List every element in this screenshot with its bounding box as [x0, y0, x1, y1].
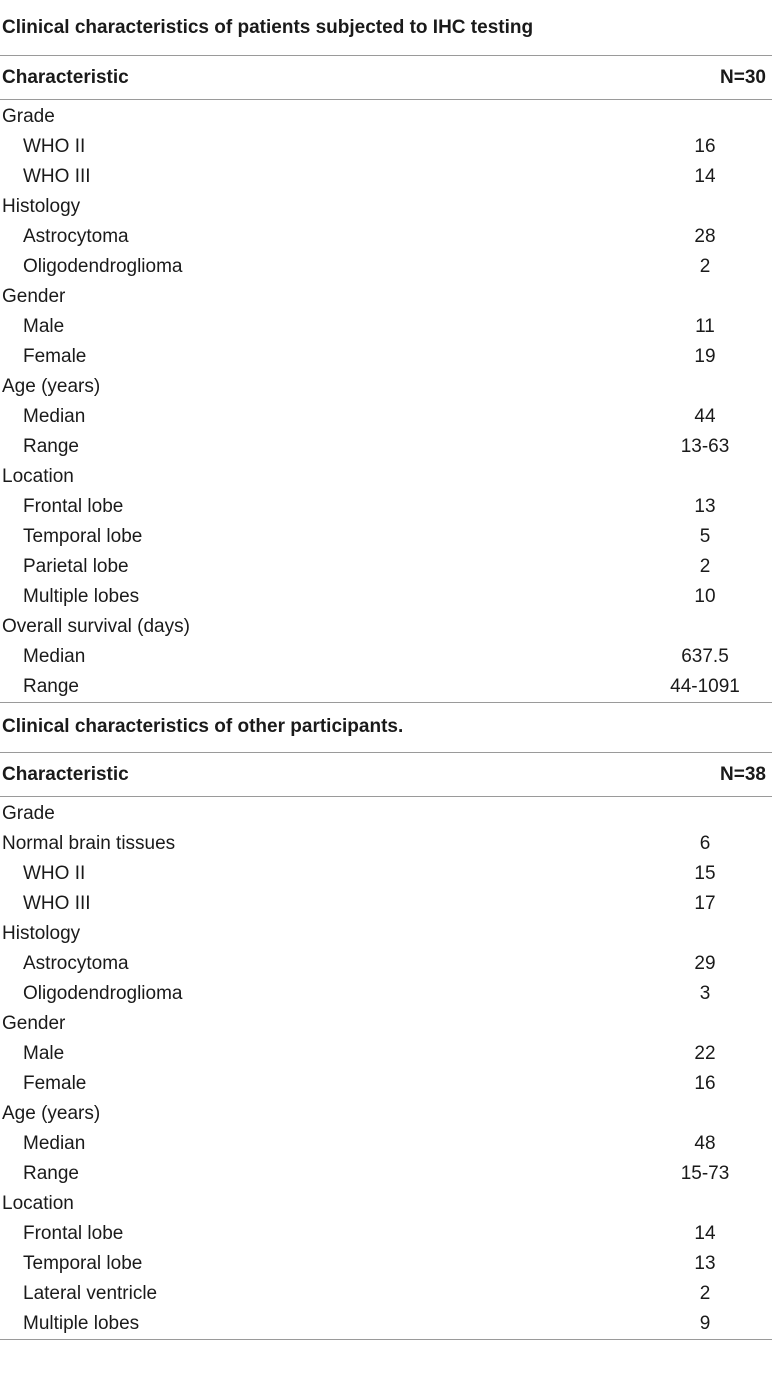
table-header-row	[0, 56, 772, 100]
row-label: Temporal lobe	[23, 1253, 143, 1274]
row-value: 2	[699, 556, 711, 577]
row-value: 10	[694, 586, 716, 607]
table-row	[0, 799, 772, 829]
row-value: 9	[699, 1313, 711, 1334]
row-value: 44-1091	[670, 676, 740, 697]
table-row	[0, 582, 772, 612]
table-row	[0, 1069, 772, 1099]
table-row	[0, 132, 772, 162]
table-row	[0, 1249, 772, 1279]
row-label: Multiple lobes	[23, 586, 140, 607]
row-label: Oligodendroglioma	[23, 256, 183, 277]
row-value: 44	[694, 406, 716, 427]
table-row	[0, 222, 772, 252]
row-value: 17	[694, 893, 716, 914]
row-label: Median	[23, 1133, 86, 1154]
row-label: Multiple lobes	[23, 1313, 140, 1334]
table-row	[0, 1039, 772, 1069]
row-value: 16	[694, 136, 716, 157]
table-caption: Clinical characteristics of other participants.	[0, 703, 772, 753]
table-header-row	[0, 753, 772, 797]
row-value: 6	[699, 833, 711, 854]
row-value: 13	[694, 496, 716, 517]
row-label: Median	[23, 646, 86, 667]
row-label: Location	[2, 466, 74, 487]
row-label: Temporal lobe	[23, 526, 143, 547]
row-value: 22	[694, 1043, 716, 1064]
row-label: Gender	[2, 1013, 66, 1034]
table-row	[0, 672, 772, 702]
row-value: 2	[699, 256, 711, 277]
row-label: Range	[23, 1163, 79, 1184]
row-label: Astrocytoma	[23, 953, 129, 974]
row-value: 16	[694, 1073, 716, 1094]
row-label: WHO II	[23, 136, 86, 157]
table-row	[0, 859, 772, 889]
row-value: 48	[694, 1133, 716, 1154]
row-label: Normal brain tissues	[2, 833, 176, 854]
row-label: Overall survival (days)	[2, 616, 190, 637]
row-value: 5	[699, 526, 711, 547]
row-label: Male	[23, 1043, 65, 1064]
row-label: Range	[23, 676, 79, 697]
table-row	[0, 1159, 772, 1189]
row-label: Frontal lobe	[23, 1223, 124, 1244]
table-row	[0, 1279, 772, 1309]
table-row	[0, 1189, 772, 1219]
row-value: 13-63	[680, 436, 730, 457]
table-body	[0, 100, 772, 703]
table-other-participants	[0, 703, 772, 1340]
table-row	[0, 342, 772, 372]
table-row	[0, 282, 772, 312]
table-row	[0, 612, 772, 642]
table-row	[0, 252, 772, 282]
header-characteristic: Characteristic	[2, 66, 129, 88]
table-row	[0, 919, 772, 949]
table-row	[0, 552, 772, 582]
row-label: WHO III	[23, 893, 91, 914]
row-value: 14	[694, 1223, 716, 1244]
table-row	[0, 162, 772, 192]
table-row	[0, 372, 772, 402]
table-row	[0, 102, 772, 132]
row-label: Median	[23, 406, 86, 427]
header-characteristic: Characteristic	[2, 763, 129, 785]
row-label: Range	[23, 436, 79, 457]
row-label: Histology	[2, 923, 81, 944]
table-row	[0, 642, 772, 672]
row-label: Oligodendroglioma	[23, 983, 183, 1004]
table-row	[0, 402, 772, 432]
row-label: Age (years)	[2, 376, 101, 397]
table-row	[0, 1099, 772, 1129]
row-value: 637.5	[681, 646, 729, 667]
row-value: 28	[694, 226, 716, 247]
table-row	[0, 492, 772, 522]
row-label: Gender	[2, 286, 66, 307]
header-n-count: N=30	[720, 66, 766, 88]
row-value: 19	[694, 346, 716, 367]
table-row	[0, 192, 772, 222]
row-label: WHO II	[23, 863, 86, 884]
row-label: Location	[2, 1193, 74, 1214]
row-value: 13	[694, 1253, 716, 1274]
table-row	[0, 1129, 772, 1159]
row-value: 15-73	[680, 1163, 730, 1184]
row-value: 15	[694, 863, 716, 884]
row-label: Lateral ventricle	[23, 1283, 158, 1304]
row-label: Frontal lobe	[23, 496, 124, 517]
row-label: Male	[23, 316, 65, 337]
table-row	[0, 1009, 772, 1039]
row-label: Female	[23, 346, 87, 367]
table-row	[0, 1219, 772, 1249]
table-row	[0, 889, 772, 919]
row-label: Grade	[2, 803, 55, 824]
table-row	[0, 432, 772, 462]
row-value: 29	[694, 953, 716, 974]
row-value: 2	[699, 1283, 711, 1304]
row-label: Grade	[2, 106, 55, 127]
table-row	[0, 1309, 772, 1339]
table-row	[0, 312, 772, 342]
row-label: Parietal lobe	[23, 556, 129, 577]
row-label: WHO III	[23, 166, 91, 187]
table-row	[0, 949, 772, 979]
table-row	[0, 979, 772, 1009]
row-value: 3	[699, 983, 711, 1004]
table-body	[0, 797, 772, 1340]
row-label: Female	[23, 1073, 87, 1094]
row-value: 11	[695, 316, 715, 337]
row-value: 14	[694, 166, 716, 187]
table-row	[0, 829, 772, 859]
row-label: Astrocytoma	[23, 226, 129, 247]
row-label: Histology	[2, 196, 81, 217]
row-label: Age (years)	[2, 1103, 101, 1124]
table-row	[0, 522, 772, 552]
table-caption: Clinical characteristics of patients subjected to IHC testing	[0, 0, 772, 56]
table-row	[0, 462, 772, 492]
header-n-count: N=38	[720, 763, 766, 785]
